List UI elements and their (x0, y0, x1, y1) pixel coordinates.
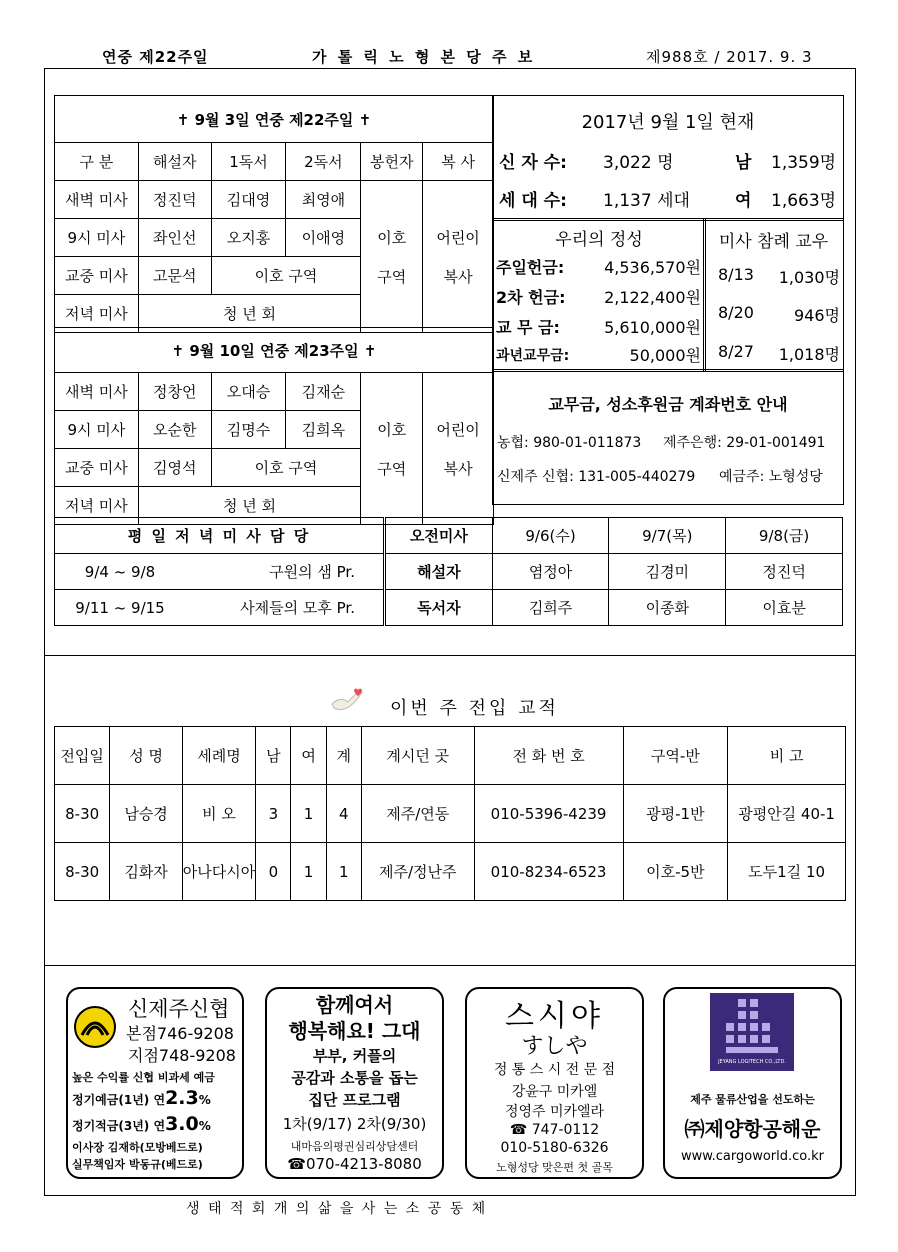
cell: 이호-5반 (623, 843, 728, 901)
commentator: 좌인선 (138, 219, 211, 257)
offering-value: 2,122,400원 (604, 288, 701, 307)
offering-value: 50,000원 (629, 346, 701, 365)
table-row (55, 785, 846, 843)
sushiya-tel: ☎ 747-0112 (509, 1122, 600, 1138)
readers-group: 이호 구역 (211, 257, 361, 295)
shinhyup-logo-icon (72, 1005, 118, 1053)
cell: 1 (291, 785, 326, 843)
attendance-title: 미사 참례 교우 (718, 232, 829, 252)
weekday-group: 사제들의 모후 Pr. (185, 590, 384, 626)
account-title: 교무금, 성소후원금 계좌번호 안내 (548, 395, 788, 414)
week1-schedule (54, 95, 494, 333)
col-header: 전입일 (55, 727, 110, 785)
issue-number: 제988호 / 2017. 9. 3 (646, 48, 813, 66)
attendance-box (703, 218, 844, 372)
commentator: 오순한 (138, 411, 211, 449)
account-box (492, 369, 844, 505)
col-header: 전 화 번 호 (474, 727, 623, 785)
cell: 광평-1반 (623, 785, 728, 843)
dove-icon (330, 688, 364, 720)
account-jejubank: 제주은행: 29-01-001491 (663, 435, 826, 451)
newcomers-table (54, 726, 846, 901)
divider (44, 655, 856, 656)
morning-label: 오전미사 (386, 518, 493, 554)
morning-mass-table (385, 517, 843, 626)
attendance-count: 946명 (794, 306, 840, 325)
counsel-sessions: 1차(9/17) 2차(9/30) (282, 1115, 427, 1133)
jeyang-name: ㈜제양항공해운 (684, 1117, 821, 1141)
reader-label: 독서자 (386, 590, 493, 626)
deposit-rate-2: 정기적금(3년) 연3.0% (72, 1113, 211, 1135)
mass-date: 9/8(금) (726, 518, 843, 554)
col-header: 비 고 (728, 727, 846, 785)
households-label: 세 대 수: (499, 191, 567, 211)
cell: 제주/정난주 (361, 843, 474, 901)
counsel-phone: ☎070-4213-8080 (287, 1155, 422, 1173)
commentator: 염정아 (492, 554, 609, 590)
believers-label: 신 자 수: (499, 153, 567, 173)
cell: 0 (256, 843, 291, 901)
reader2: 김희옥 (286, 411, 361, 449)
reader1: 김명수 (211, 411, 286, 449)
bulletin-title: 가 톨 릭 노 형 본 당 주 보 (312, 48, 536, 66)
attendance-count: 1,018명 (778, 345, 840, 364)
mass-label: 새벽 미사 (55, 181, 139, 219)
col-header: 계시던 곳 (361, 727, 474, 785)
female-label: 여 (735, 191, 752, 211)
jeyang-web: www.cargoworld.co.kr (680, 1149, 825, 1164)
shinhyup-name: 신제주신협 (128, 997, 230, 1021)
cross-icon: ✝ (363, 341, 377, 360)
believers-count: 3,022 명 (603, 153, 674, 173)
mass-label: 9시 미사 (55, 411, 139, 449)
shinhyup-manager: 실무책임자 박동규(베드로) (72, 1158, 203, 1171)
reader1: 김대영 (211, 181, 286, 219)
offering-label: 주일헌금: (496, 258, 565, 277)
mass-date: 9/6(수) (492, 518, 609, 554)
servers: 어린이 복사 (423, 181, 494, 333)
commentator: 정진덕 (138, 181, 211, 219)
cross-icon: ✝ (176, 110, 190, 129)
sushiya-mobile: 010-5180-6326 (500, 1140, 609, 1156)
sushiya-owner1: 강윤구 미카엘 (511, 1084, 598, 1100)
weekday-period: 9/4 ~ 9/8 (55, 554, 186, 590)
col-header: 계 (326, 727, 361, 785)
weekday-period: 9/11 ~ 9/15 (55, 590, 186, 626)
newcomers-title: 이번 주 전입 교적 (390, 698, 559, 719)
stats-box (492, 95, 844, 221)
reader: 이종화 (609, 590, 726, 626)
ad-jeyang (663, 987, 842, 1179)
commentator: 고문석 (138, 257, 211, 295)
counsel-center: 내마음의평권심리상담센터 (290, 1140, 419, 1153)
group: 청 년 회 (138, 487, 360, 525)
col-header: 봉헌자 (361, 143, 423, 181)
sushiya-logo: 스시야 (505, 999, 604, 1034)
cell: 010-5396-4239 (474, 785, 623, 843)
cell: 010-8234-6523 (474, 843, 623, 901)
col-header: 1독서 (211, 143, 286, 181)
weekday-mass-table (54, 517, 384, 626)
offertory: 이호 구역 (361, 181, 423, 333)
sushiya-kana: すしや (521, 1034, 588, 1059)
col-header: 세례명 (182, 727, 255, 785)
account-shinhyup: 신제주 신협: 131-005-440279 (497, 469, 696, 485)
cell: 도두1길 10 (728, 843, 846, 901)
table-row (55, 843, 846, 901)
offering-box (492, 218, 706, 372)
group: 청 년 회 (138, 295, 360, 333)
cell: 김화자 (110, 843, 182, 901)
reader2: 김재순 (286, 373, 361, 411)
counsel-line4: 공감과 소통을 돕는 (291, 1069, 418, 1087)
col-header: 2독서 (286, 143, 361, 181)
cell: 4 (326, 785, 361, 843)
cross-icon: ✝ (171, 341, 185, 360)
cell: 1 (326, 843, 361, 901)
sushiya-location: 노형성당 맞은편 첫 골목 (496, 1161, 613, 1174)
col-header: 복 사 (423, 143, 494, 181)
offering-title: 우리의 정성 (555, 230, 643, 250)
week2-title: ✝ 9월 10일 연중 제23주일 ✝ (55, 328, 494, 373)
ad-counseling (265, 987, 444, 1179)
cell: 광평안길 40-1 (728, 785, 846, 843)
households-count: 1,137 세대 (603, 191, 690, 211)
offertory: 이호 구역 (361, 373, 423, 525)
week-label: 연중 제22주일 (102, 48, 209, 66)
shinhyup-main: 본점746-9208 (126, 1024, 234, 1043)
servers: 어린이 복사 (423, 373, 494, 525)
offering-value: 4,536,570원 (604, 258, 701, 277)
mass-label: 교중 미사 (55, 449, 139, 487)
col-header: 남 (256, 727, 291, 785)
weekday-title: 평 일 저 녁 미 사 담 당 (55, 518, 384, 554)
col-header: 구 분 (55, 143, 139, 181)
cell: 제주/연동 (361, 785, 474, 843)
counsel-line3: 부부, 커플의 (312, 1047, 397, 1065)
mass-label: 교중 미사 (55, 257, 139, 295)
counsel-line2: 행복해요! 그대 (288, 1019, 421, 1043)
ad-shinhyup (66, 987, 244, 1179)
commentator: 정진덕 (726, 554, 843, 590)
footer-slogan: 생 태 적 회 개 의 삶 을 사 는 소 공 동 체 (186, 1201, 488, 1217)
reader: 이효분 (726, 590, 843, 626)
attendance-count: 1,030명 (778, 268, 840, 287)
phone-icon: ☎ (287, 1155, 306, 1173)
account-nonghyup: 농협: 980-01-011873 (497, 435, 642, 451)
cell: 8-30 (55, 843, 110, 901)
stats-title: 2017년 9월 1일 현재 (581, 112, 755, 133)
cell: 8-30 (55, 785, 110, 843)
phone-icon: ☎ (509, 1122, 528, 1138)
shinhyup-chair: 이사장 김재하(모방베드로) (72, 1141, 203, 1154)
reader1: 오지홍 (211, 219, 286, 257)
mass-label: 9시 미사 (55, 219, 139, 257)
cell: 남승경 (110, 785, 182, 843)
attendance-date: 8/13 (718, 265, 754, 284)
female-count: 1,663명 (771, 191, 837, 211)
counsel-line5: 집단 프로그램 (308, 1091, 401, 1109)
col-header: 여 (291, 727, 326, 785)
counsel-line1: 함께여서 (315, 993, 394, 1017)
commentator-label: 해설자 (386, 554, 493, 590)
male-count: 1,359명 (771, 153, 837, 173)
deposit-rate-1: 정기예금(1년) 연2.3% (72, 1087, 211, 1109)
shinhyup-branch: 지점748-9208 (128, 1046, 236, 1065)
week2-schedule (54, 327, 494, 525)
cross-icon: ✝ (358, 110, 372, 129)
mass-label: 새벽 미사 (55, 373, 139, 411)
col-header: 해설자 (138, 143, 211, 181)
weekday-group: 구원의 샘 Pr. (185, 554, 384, 590)
offering-label: 교 무 금: (496, 318, 560, 337)
reader2: 최영애 (286, 181, 361, 219)
sushiya-desc: 정 통 스 시 전 문 점 (493, 1062, 616, 1078)
jeyang-logo: JEYANG LOGITECH CO.,LTD. (710, 993, 794, 1071)
cell: 1 (291, 843, 326, 901)
reader2: 이애영 (286, 219, 361, 257)
commentator: 정창언 (138, 373, 211, 411)
mass-label: 저녁 미사 (55, 295, 139, 333)
commentator: 김영석 (138, 449, 211, 487)
reader: 김희주 (492, 590, 609, 626)
reader1: 오대승 (211, 373, 286, 411)
offering-label: 과년교무금: (496, 348, 570, 364)
cell: 3 (256, 785, 291, 843)
male-label: 남 (735, 153, 752, 173)
col-header: 성 명 (110, 727, 182, 785)
sushiya-owner2: 정영주 미카엘라 (504, 1104, 605, 1120)
cell: 비 오 (182, 785, 255, 843)
offering-value: 5,610,000원 (604, 318, 701, 337)
offering-label: 2차 헌금: (496, 288, 566, 307)
divider (44, 965, 856, 966)
attendance-date: 8/27 (718, 342, 754, 361)
readers-group: 이호 구역 (211, 449, 361, 487)
mass-date: 9/7(목) (609, 518, 726, 554)
mass-label: 저녁 미사 (55, 487, 139, 525)
col-header: 구역-반 (623, 727, 728, 785)
ad-sushiya (465, 987, 644, 1179)
shinhyup-desc: 높은 수익률 신협 비과세 예금 (72, 1071, 215, 1084)
attendance-date: 8/20 (718, 303, 754, 322)
account-holder: 예금주: 노형성당 (719, 469, 823, 485)
cell: 아나다시아 (182, 843, 255, 901)
commentator: 김경미 (609, 554, 726, 590)
week1-title: ✝ 9월 3일 연중 제22주일 ✝ (55, 96, 494, 143)
jeyang-slogan: 제주 물류산업을 선도하는 (690, 1093, 815, 1106)
